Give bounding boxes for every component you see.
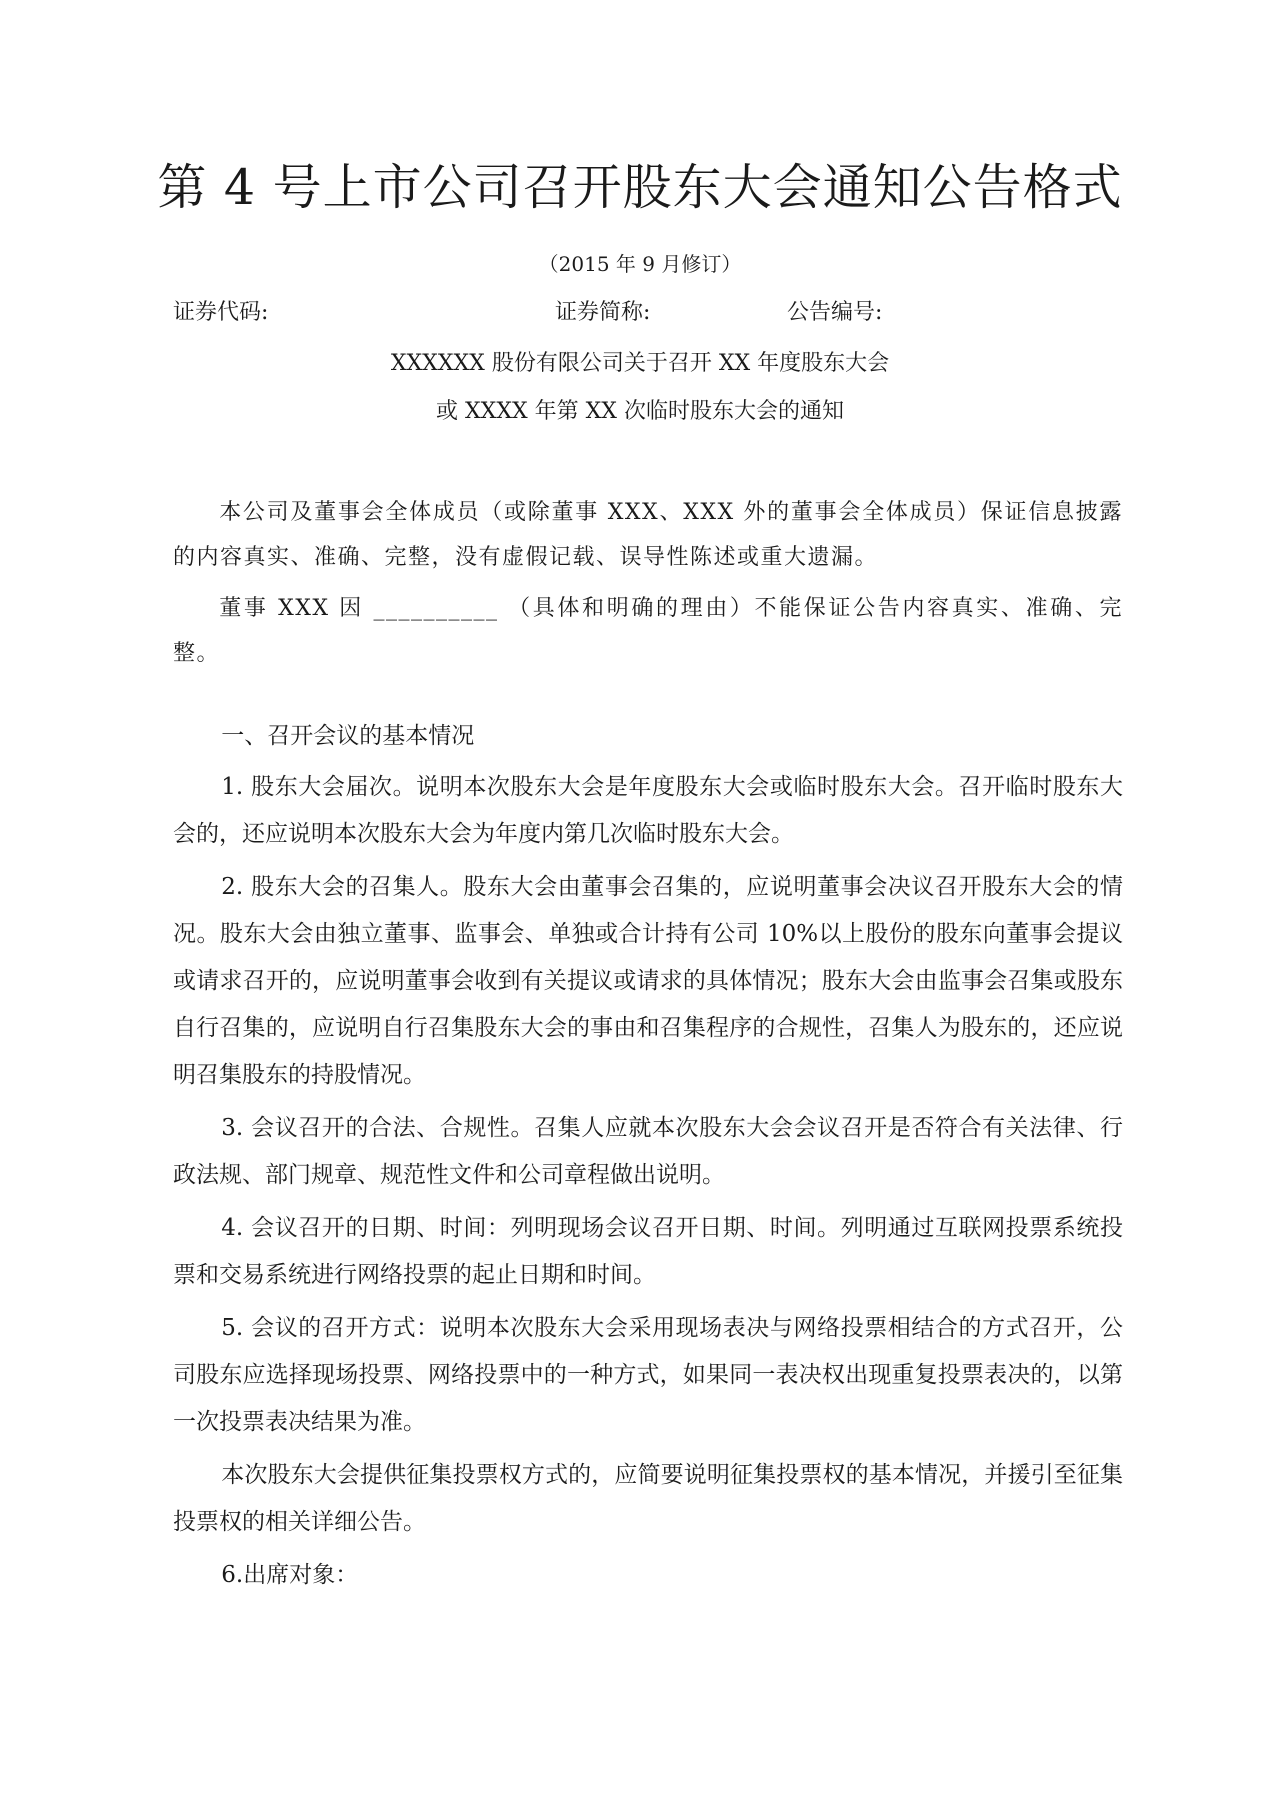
revision-note: （2015 年 9 月修订）: [538, 252, 742, 276]
item-attendees: 6.出席对象：: [221, 1562, 359, 1588]
board-statement: [173, 490, 1123, 682]
notice-title-line-1: XXXXXX 股份有限公司关于召开 XX 年度股东大会: [390, 351, 890, 376]
item-proxy-solicitation: 本次股东大会提供征集投票权方式的，应简要说明征集投票权的基本情况，并援引至征集投票权的相关详细公告。: [173, 1462, 1123, 1535]
securities-short-name-label: 证券简称:: [555, 300, 651, 325]
announcement-number-label: 公告编号:: [787, 300, 883, 325]
securities-code-label: 证券代码:: [173, 300, 269, 325]
director-exception-paragraph: 董事 XXX 因 __________ （具体和明确的理由）不能保证公告内容真实、准确、完整。: [173, 596, 1123, 666]
item-date-time: 4. 会议召开的日期、时间：列明现场会议召开日期、时间。列明通过互联网投票系统投票和交易系统进行网络投票的起止日期和时间。: [173, 1215, 1123, 1288]
item-legality: 3. 会议召开的合法、合规性。召集人应就本次股东大会会议召开是否符合有关法律、行政法规、部门规章、规范性文件和公司章程做出说明。: [173, 1115, 1123, 1188]
section-heading: 一、召开会议的基本情况: [221, 723, 475, 749]
notice-title-line-2: 或 XXXX 年第 XX 次临时股东大会的通知: [436, 399, 844, 424]
item-meeting-method: 5. 会议的召开方式：说明本次股东大会采用现场表决与网络投票相结合的方式召开，公司股东应选择现场投票、网络投票中的一种方式，如果同一表决权出现重复投票表决的，以第一次投票表决结果为准。: [173, 1315, 1123, 1435]
item-convener: 2. 股东大会的召集人。股东大会由董事会召集的，应说明董事会决议召开股东大会的情况。股东大会由独立董事、监事会、单独或合计持有公司 10%以上股份的股东向董事会提议或请求召开的，应说明董事会收到有关提议或请求的具体情况；股东大会由监事会召集或股东自行召集的，应说明自行召集股东大会的事由和召集程序的合规性，召集人为股东的，还应说明召集股东的持股情况。: [173, 874, 1123, 1088]
section-basic-info: [173, 713, 1123, 1605]
document-title: 第 4 号上市公司召开股东大会通知公告格式: [157, 159, 1123, 216]
board-guarantee-paragraph: 本公司及董事会全体成员（或除董事 XXX、XXX 外的董事会全体成员）保证信息披露的内容真实、准确、完整，没有虚假记载、误导性陈述或重大遗漏。: [173, 500, 1123, 570]
item-meeting-session: 1. 股东大会届次。说明本次股东大会是年度股东大会或临时股东大会。召开临时股东大会的，还应说明本次股东大会为年度内第几次临时股东大会。: [173, 774, 1123, 847]
